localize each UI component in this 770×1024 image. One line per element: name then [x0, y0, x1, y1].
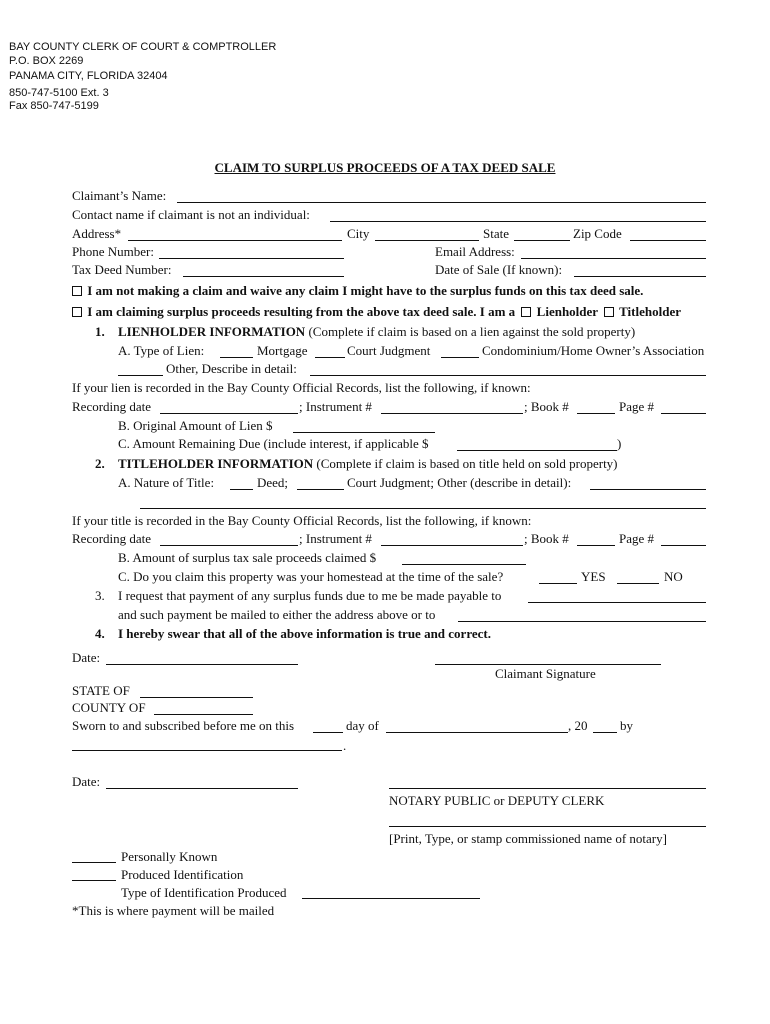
email-field[interactable]	[521, 258, 706, 259]
lien-instrument-field[interactable]	[381, 413, 523, 414]
phone-label: Phone Number:	[72, 244, 154, 259]
section4-number: 4.	[95, 626, 105, 641]
claimant-name-field[interactable]	[177, 202, 706, 203]
section2-number: 2.	[95, 456, 105, 471]
titleholder-checkbox[interactable]	[604, 307, 614, 317]
lien-instrument-label: ; Instrument #	[299, 399, 372, 414]
lien-page-field[interactable]	[661, 413, 706, 414]
homestead-yes-label: YES	[581, 569, 606, 584]
claiming-row	[72, 304, 681, 319]
phone-field[interactable]	[159, 258, 344, 259]
claimant-name-label: Claimant’s Name:	[72, 188, 167, 203]
swear-statement: I hereby swear that all of the above information is true and correct.	[118, 626, 491, 641]
sworn-by-period: .	[343, 738, 347, 753]
email-label: Email Address:	[435, 244, 515, 259]
lien-book-label: ; Book #	[524, 399, 569, 414]
city-state-zip: PANAMA CITY, FLORIDA 32404	[9, 70, 168, 82]
condo-label: Condominium/Home Owner’s Association	[482, 343, 705, 358]
notary-public-label: NOTARY PUBLIC or DEPUTY CLERK	[389, 793, 605, 808]
notary-date-label: Date:	[72, 774, 101, 789]
notary-date-field[interactable]	[106, 788, 298, 789]
contact-name-label: Contact name if claimant is not an individual:	[72, 207, 310, 222]
sworn-by-label: by	[620, 718, 633, 733]
id-type-label: Type of Identification Produced	[121, 885, 287, 900]
signature-date-label: Date:	[72, 650, 101, 665]
city-field[interactable]	[375, 240, 479, 241]
form-title: CLAIM TO SURPLUS PROCEEDS OF A TAX DEED SALE	[214, 160, 556, 175]
sworn-by-name-field[interactable]	[72, 750, 342, 751]
produced-id-field[interactable]	[72, 880, 116, 881]
section2-heading: TITLEHOLDER INFORMATION	[118, 456, 314, 471]
state-field[interactable]	[514, 240, 570, 241]
title-recording-date-label: Recording date	[72, 531, 152, 546]
title-instrument-field[interactable]	[381, 545, 523, 546]
lienholder-label: Lienholder	[536, 304, 598, 319]
section3-number: 3.	[95, 588, 105, 603]
county-of-field[interactable]	[154, 714, 253, 715]
date-of-sale-field[interactable]	[574, 276, 706, 277]
lien-book-field[interactable]	[577, 413, 615, 414]
titleholder-label: Titleholder	[619, 304, 681, 319]
notary-print-name-label: [Print, Type, or stamp commissioned name of notary]	[389, 831, 667, 846]
mail-to-field[interactable]	[458, 621, 706, 622]
title-page-field[interactable]	[661, 545, 706, 546]
tax-deed-number-label: Tax Deed Number:	[72, 262, 172, 277]
section2-heading-row	[118, 456, 618, 471]
contact-name-field[interactable]	[330, 221, 706, 222]
lien-page-label: Page #	[619, 399, 655, 414]
original-lien-amount-field[interactable]	[293, 432, 435, 433]
address-field[interactable]	[128, 240, 342, 241]
section1-note: (Complete if claim is based on a lien against the sold property)	[308, 324, 636, 339]
lien-recorded-intro: If your lien is recorded in the Bay County Official Records, list the following, if known:	[72, 380, 531, 395]
surplus-claimed-label: B. Amount of surplus tax sale proceeds claimed $	[118, 550, 377, 565]
mortgage-label: Mortgage	[257, 343, 308, 358]
other-lien-description-field[interactable]	[310, 375, 706, 376]
amount-remaining-close: )	[617, 436, 622, 451]
sworn-day-field[interactable]	[313, 732, 343, 733]
section1-heading: LIENHOLDER INFORMATION	[118, 324, 306, 339]
amount-remaining-label: C. Amount Remaining Due (include interest, if applicable $	[118, 436, 429, 451]
homestead-no-label: NO	[664, 569, 683, 584]
title-page-label: Page #	[619, 531, 655, 546]
title-court-judgment-other-label: Court Judgment; Other (describe in detail):	[347, 475, 572, 490]
surplus-claimed-field[interactable]	[402, 564, 526, 565]
address-label: Address*	[72, 226, 122, 241]
other-lien-field[interactable]	[118, 375, 163, 376]
homestead-question: C. Do you claim this property was your homestead at the time of the sale?	[118, 569, 504, 584]
title-other-description-field[interactable]	[590, 489, 706, 490]
waive-claim-checkbox[interactable]	[72, 286, 82, 296]
state-of-field[interactable]	[140, 697, 253, 698]
county-of-label: COUNTY OF	[72, 700, 146, 715]
section1-number: 1.	[95, 324, 105, 339]
amount-remaining-field[interactable]	[457, 450, 617, 451]
year-prefix-label: , 20	[568, 718, 588, 733]
produced-id-label: Produced Identification	[121, 867, 244, 882]
title-instrument-label: ; Instrument #	[299, 531, 372, 546]
waive-claim-text: I am not making a claim and waive any claim I might have to the surplus funds on this tax deed sale.	[87, 283, 644, 298]
zip-field[interactable]	[630, 240, 706, 241]
title-recording-date-field[interactable]	[160, 545, 298, 546]
title-book-label: ; Book #	[524, 531, 569, 546]
title-book-field[interactable]	[577, 545, 615, 546]
signature-date-field[interactable]	[106, 664, 298, 665]
sworn-label: Sworn to and subscribed before me on this	[72, 718, 295, 733]
other-lien-label: Other, Describe in detail:	[166, 361, 297, 376]
state-label: State	[483, 226, 509, 241]
clerk-office-name: BAY COUNTY CLERK OF COURT & COMPTROLLER	[9, 41, 277, 53]
po-box: P.O. BOX 2269	[9, 55, 84, 67]
sworn-month-field[interactable]	[386, 732, 568, 733]
section2-note: (Complete if claim is based on title held on sold property)	[316, 456, 618, 471]
id-type-field[interactable]	[302, 898, 480, 899]
title-other-description-line2[interactable]	[140, 508, 706, 509]
mortgage-field[interactable]	[220, 357, 253, 358]
zip-label: Zip Code	[573, 226, 622, 241]
claimant-signature-field[interactable]	[435, 664, 661, 665]
original-lien-amount-label: B. Original Amount of Lien $	[118, 418, 273, 433]
payment-footnote: *This is where payment will be mailed	[72, 903, 275, 918]
date-of-sale-label: Date of Sale (If known):	[435, 262, 563, 277]
mail-to-label: and such payment be mailed to either the address above or to	[118, 607, 436, 622]
lien-type-label: A. Type of Lien:	[118, 343, 205, 358]
tax-deed-number-field[interactable]	[183, 276, 344, 277]
notary-signature-field[interactable]	[389, 788, 706, 789]
fax-number: Fax 850-747-5199	[9, 100, 99, 112]
title-court-judgment-field[interactable]	[297, 489, 344, 490]
claimant-signature-label: Claimant Signature	[495, 666, 596, 681]
lien-recording-date-label: Recording date	[72, 399, 152, 414]
deed-label: Deed;	[257, 475, 289, 490]
city-label: City	[347, 226, 370, 241]
court-judgment-label: Court Judgment	[347, 343, 431, 358]
court-judgment-field[interactable]	[315, 357, 345, 358]
payable-to-field[interactable]	[528, 602, 706, 603]
lien-recording-date-field[interactable]	[160, 413, 298, 414]
homestead-yes-field[interactable]	[539, 583, 577, 584]
homestead-no-field[interactable]	[617, 583, 659, 584]
payable-to-label: I request that payment of any surplus funds due to me be made payable to	[118, 588, 502, 603]
condo-field[interactable]	[441, 357, 479, 358]
notary-print-name-field[interactable]	[389, 826, 706, 827]
nature-of-title-label: A. Nature of Title:	[118, 475, 215, 490]
title-recorded-intro: If your title is recorded in the Bay County Official Records, list the following, if known:	[72, 513, 532, 528]
claiming-checkbox[interactable]	[72, 307, 82, 317]
personally-known-label: Personally Known	[121, 849, 218, 864]
lienholder-checkbox[interactable]	[521, 307, 531, 317]
deed-field[interactable]	[230, 489, 253, 490]
section1-heading-row	[118, 324, 635, 339]
waive-claim-row	[72, 283, 643, 298]
day-of-label: day of	[346, 718, 379, 733]
phone-number: 850-747-5100 Ext. 3	[9, 87, 109, 99]
claiming-text: I am claiming surplus proceeds resulting from the above tax deed sale. I am a	[87, 304, 516, 319]
sworn-year-field[interactable]	[593, 732, 617, 733]
state-of-label: STATE OF	[72, 683, 130, 698]
personally-known-field[interactable]	[72, 862, 116, 863]
